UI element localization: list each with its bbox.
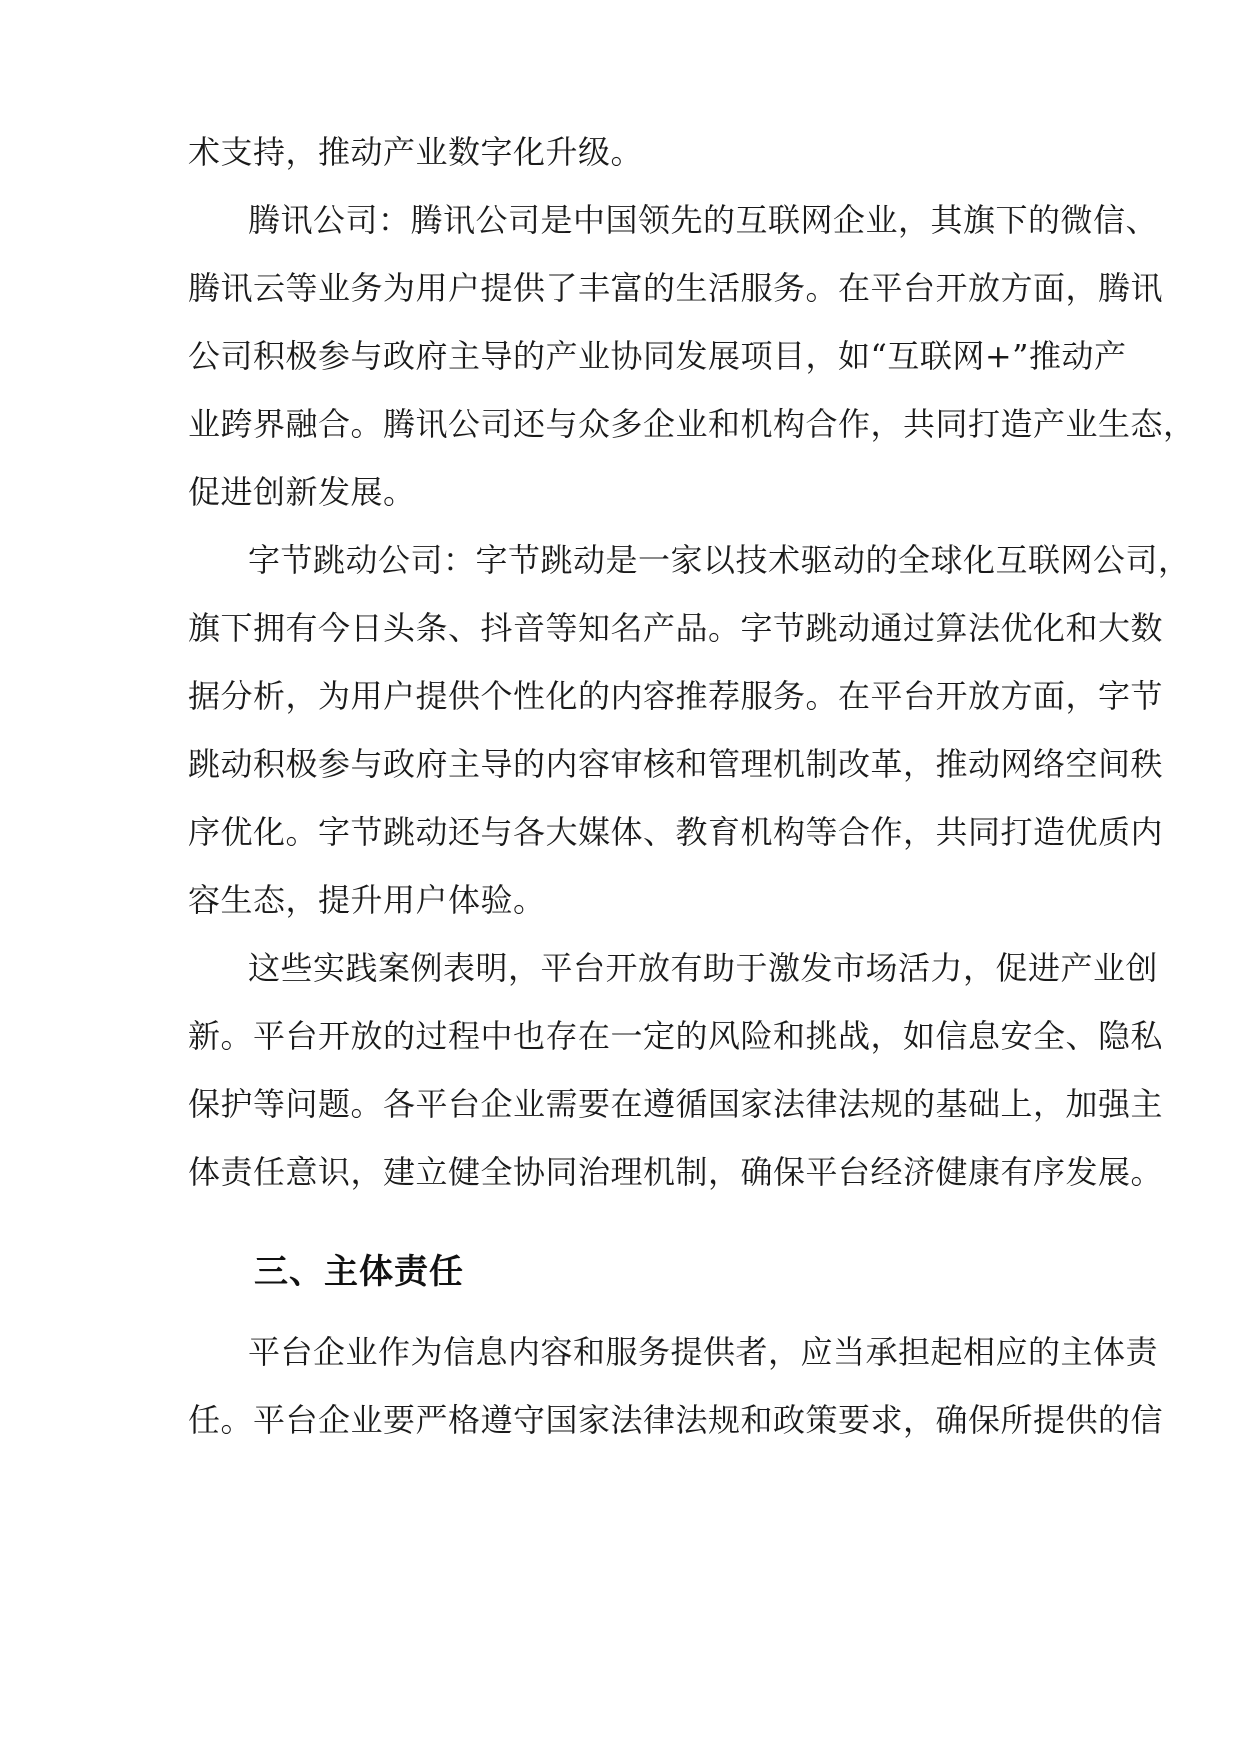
- paragraph-line: 腾讯公司：腾讯公司是中国领先的互联网企业，其旗下的微信、: [248, 201, 1159, 239]
- paragraph-line: 公司积极参与政府主导的产业协同发展项目，如“互联网+”推动产: [188, 337, 1127, 375]
- paragraph-line: 旗下拥有今日头条、抖音等知名产品。字节跳动通过算法优化和大数: [188, 609, 1164, 647]
- paragraph-line: 体责任意识，建立健全协同治理机制，确保平台经济健康有序发展。: [188, 1153, 1164, 1191]
- paragraph-line: 跳动积极参与政府主导的内容审核和管理机制改革，推动网络空间秩: [188, 745, 1164, 783]
- paragraph-line: 新。平台开放的过程中也存在一定的风险和挑战，如信息安全、隐私: [188, 1017, 1164, 1055]
- paragraph-line: 这些实践案例表明，平台开放有助于激发市场活力，促进产业创: [248, 949, 1159, 987]
- paragraph-line: 促进创新发展。: [188, 473, 416, 511]
- paragraph-line: 保护等问题。各平台企业需要在遵循国家法律法规的基础上，加强主: [188, 1085, 1164, 1123]
- paragraph-line: 平台企业作为信息内容和服务提供者，应当承担起相应的主体责: [248, 1333, 1159, 1371]
- paragraph-line: 术支持，推动产业数字化升级。: [188, 133, 644, 171]
- paragraph-line: 序优化。字节跳动还与各大媒体、教育机构等合作，共同打造优质内: [188, 813, 1164, 851]
- paragraph-line: 据分析，为用户提供个性化的内容推荐服务。在平台开放方面，字节: [188, 677, 1164, 715]
- section-heading: 三、主体责任: [254, 1252, 464, 1292]
- paragraph-line: 任。平台企业要严格遵守国家法律法规和政策要求，确保所提供的信: [188, 1401, 1164, 1439]
- paragraph-line: 字节跳动公司：字节跳动是一家以技术驱动的全球化互联网公司，: [248, 541, 1191, 579]
- paragraph-line: 腾讯云等业务为用户提供了丰富的生活服务。在平台开放方面，腾讯: [188, 269, 1164, 307]
- paragraph-line: 容生态，提升用户体验。: [188, 881, 546, 919]
- paragraph-line: 业跨界融合。腾讯公司还与众多企业和机构合作，共同打造产业生态，: [188, 405, 1196, 443]
